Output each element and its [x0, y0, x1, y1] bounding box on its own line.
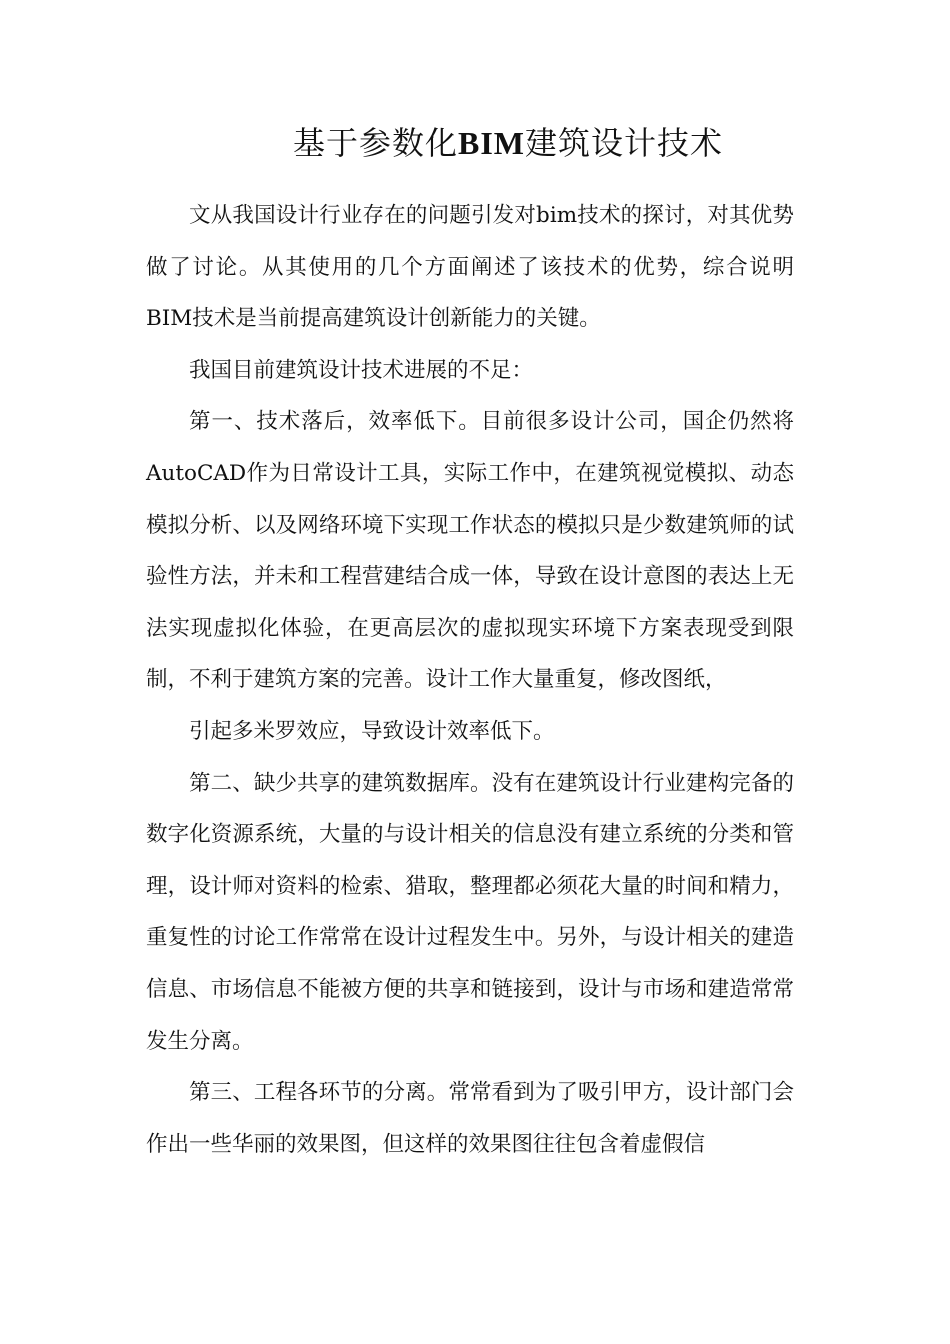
paragraph-second: 第二、缺少共享的建筑数据库。没有在建筑设计行业建构完备的数字化资源系统，大量的与设计相关的信息没有建立系统的分类和管理，设计师对资料的检索、猎取，整理都必须花大量的时间和精力，重复性的讨论工作常常在设计过程发生中。另外，与设计相关的建造信息、市场信息不能被方便的共享和链接到，设计与市场和建造常常发生分离。	[146, 770, 794, 1054]
title-prefix: 基于参数化	[292, 124, 458, 162]
paragraph-first: 第一、技术落后，效率低下。目前很多设计公司，国企仍然将AutoCAD作为日常设计工具，实际工作中，在建筑视觉模拟、动态模拟分析、以及网络环境下实现工作状态的模拟只是少数建筑师的试验性方法，并未和工程营建结合成一体，导致在设计意图的表达上无法实现虚拟化体验，在更高层次的虚拟现实环境下方案表现受到限制，不利于建筑方案的完善。设计工作大量重复，修改图纸，	[146, 409, 794, 693]
paragraph-abstract: 文从我国设计行业存在的问题引发对bim技术的探讨，对其优势做了讨论。从其使用的几个方面阐述了该技术的优势，综合说明BIM技术是当前提高建筑设计创新能力的关键。	[146, 203, 794, 332]
paragraph-third: 第三、工程各环节的分离。常常看到为了吸引甲方，设计部门会作出一些华丽的效果图，但这样的效果图往往包含着虚假信	[146, 1080, 794, 1157]
title-bold: BIM	[458, 125, 525, 161]
paragraph-heading: 我国目前建筑设计技术进展的不足：	[189, 357, 534, 383]
title-suffix: 建筑设计技术	[525, 124, 724, 162]
paragraph-first-continued: 引起多米罗效应，导致设计效率低下。	[189, 718, 555, 744]
document-body	[146, 190, 794, 1170]
document-title	[0, 118, 950, 168]
